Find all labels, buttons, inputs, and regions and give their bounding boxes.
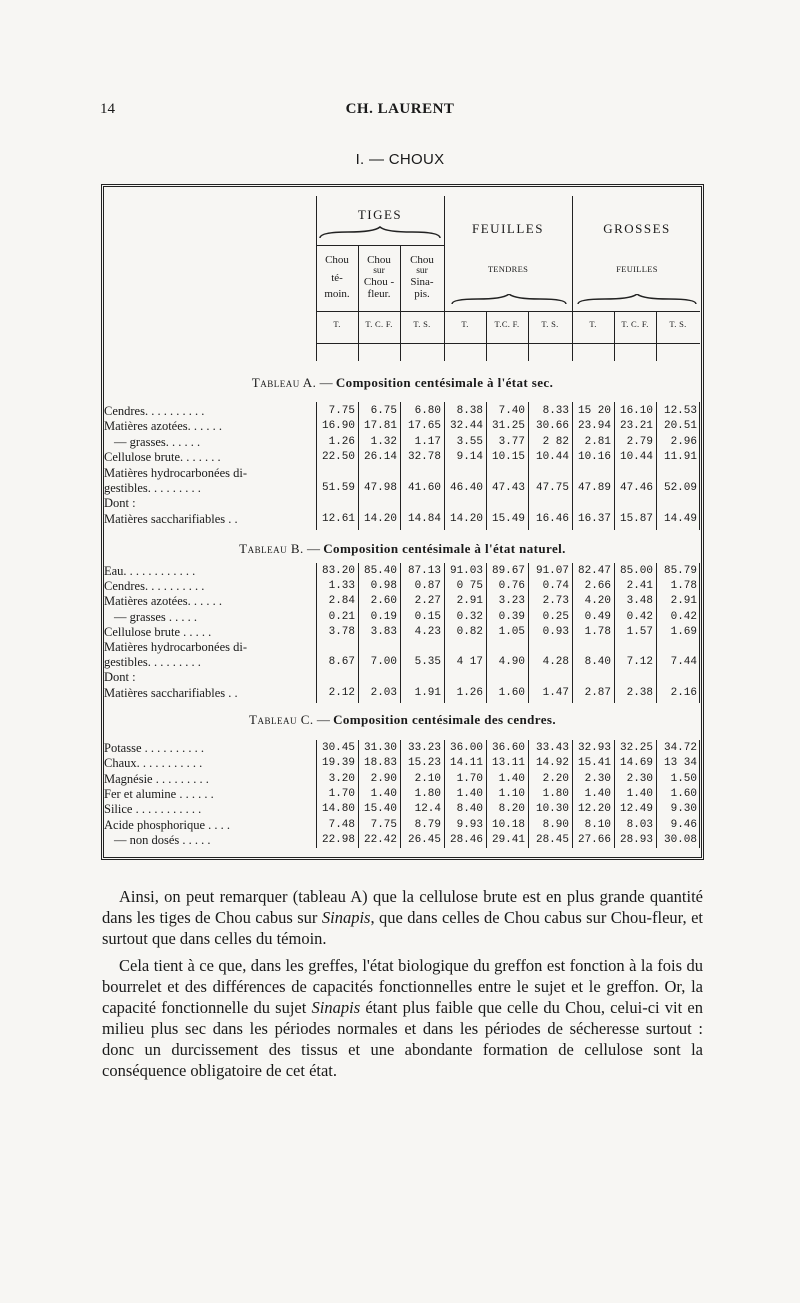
table-cell: 1.26 [328, 435, 355, 448]
table-cell: 7.00 [370, 656, 397, 669]
row-label: Cendres. . . . . . . . . . [104, 579, 205, 594]
brace-tiges [318, 226, 442, 240]
table-cell: 0.49 [584, 610, 611, 623]
col-divider [486, 563, 487, 703]
paragraph-2: Cela tient à ce que, dans les greffes, l'état biologique du greffon est fonction à la fois du bourrelet et des différences de capacités fonctionnelles entre le sujet et le greffon. Or, la capacité fonctionnelle du sujet Sinapis étant plus faible que celle du Chou, celui-ci vit en milieu plus sec dans les périodes normales et dans les périodes de sécheresse surtout : donc un durcissement des tissus et une abondante formation de cellulose sont la conséquence obligatoire de cet état. [102, 956, 703, 1080]
table-cell: 1.40 [584, 787, 611, 800]
row-label: Cellulose brute . . . . . [104, 624, 212, 639]
table-cell: 1.17 [414, 435, 441, 448]
table-cell: 4.90 [498, 656, 525, 669]
col-divider [358, 245, 359, 361]
table-cell: 14.20 [449, 512, 483, 525]
col-divider [572, 563, 573, 703]
table-cell: 0.15 [414, 610, 441, 623]
table-cell: 1.32 [370, 435, 397, 448]
table-cell: 15.49 [491, 512, 525, 525]
table-cell: 82.47 [577, 565, 611, 577]
table-cell: 26.45 [407, 833, 441, 846]
header-chou-temoin: Chou té- moin. [324, 254, 350, 301]
table-cell: 30.08 [663, 833, 697, 846]
table-cell: 3.77 [498, 435, 525, 448]
code-0: T. [333, 319, 341, 329]
table-cell: 7.75 [328, 405, 355, 417]
table-cell: 1.70 [328, 787, 355, 800]
table-cell: 2.84 [328, 595, 355, 608]
table-cell: 28.45 [535, 833, 569, 846]
table-cell: 52.09 [663, 482, 697, 494]
col-divider [486, 311, 487, 361]
table-cell: 14.84 [407, 512, 441, 525]
table-cell: 16.90 [321, 420, 355, 433]
row-label: Eau. . . . . . . . . . . . [104, 564, 196, 578]
table-cell: 51.59 [321, 482, 355, 494]
col-divider [572, 196, 573, 361]
table-cell: 7.75 [370, 818, 397, 831]
col-divider [614, 740, 615, 848]
row-label: Chaux. . . . . . . . . . . [104, 756, 203, 771]
table-cell: 9.46 [670, 818, 697, 831]
header-tendres: TENDRES [487, 264, 529, 274]
row-label: Fer et alumine . . . . . . [104, 786, 214, 801]
table-cell: 3.78 [328, 625, 355, 638]
col-divider [656, 563, 657, 703]
col-divider [614, 311, 615, 361]
table-cell: 8.79 [414, 818, 441, 831]
table-cell: 2.66 [584, 580, 611, 593]
table-cell: 2.81 [584, 435, 611, 448]
table-cell: 2.10 [414, 772, 441, 785]
row-label: Matières hydrocarbonées di- [104, 465, 247, 480]
table-cell: 13 34 [663, 757, 697, 770]
table-cell: 8.03 [626, 818, 653, 831]
col-divider [614, 402, 615, 530]
table-cell: 12.53 [663, 405, 697, 417]
row-label: Cellulose brute. . . . . . . [104, 450, 221, 465]
header-rule [316, 245, 444, 246]
table-cell: 2.96 [670, 435, 697, 448]
code-5: T. S. [541, 319, 559, 329]
row-label: Matières saccharifiables . . [104, 685, 238, 700]
table-cell: 32.44 [449, 420, 483, 433]
table-cell: 7.48 [328, 818, 355, 831]
table-cell: 1.40 [626, 787, 653, 800]
table-cell: 20.51 [663, 420, 697, 433]
header-tiges: TIGES [357, 207, 403, 222]
row-label: — grasses. . . . . . [114, 434, 201, 449]
table-cell: 2.38 [626, 686, 653, 699]
table-cell: 26.14 [363, 451, 397, 464]
col-divider [656, 740, 657, 848]
table-cell: 34.72 [663, 742, 697, 754]
tableau-a-title: Tableau A. — Composition centésimale à l'état sec. [251, 375, 554, 390]
table-cell: 2.79 [626, 435, 653, 448]
table-cell: 1.47 [542, 686, 569, 699]
table-cell: 15.40 [363, 803, 397, 816]
header-feuilles: FEUILLES [472, 221, 544, 236]
col-divider [400, 402, 401, 530]
table-cell: 33.43 [535, 742, 569, 754]
table-cell: 1.80 [542, 787, 569, 800]
table-cell: 28.46 [449, 833, 483, 846]
header-rule [316, 343, 700, 344]
table-cell: 17.65 [407, 420, 441, 433]
table-cell: 30.45 [321, 742, 355, 754]
table-cell: 1.57 [626, 625, 653, 638]
table-cell: 3.83 [370, 625, 397, 638]
table-cell: 3.23 [498, 595, 525, 608]
table-cell: 1.60 [498, 686, 525, 699]
table-cell: 7.12 [626, 656, 653, 669]
row-label: — non dosés . . . . . [114, 832, 211, 847]
paragraph-1: Ainsi, on peut remarquer (tableau A) que la cellulose brute est en plus grande quantité dans les tiges de Chou cabus sur Sinapis, que dans celles de Chou cabus sur Chou-fleur, et surtout que dans celles du témoin. [102, 887, 703, 948]
table-cell: 14.80 [321, 803, 355, 816]
col-divider [316, 740, 317, 848]
table-cell: 0.87 [414, 580, 441, 593]
col-divider [528, 402, 529, 530]
table-cell: 15.41 [577, 757, 611, 770]
table-cell: 5.35 [414, 656, 441, 669]
table-cell: 0.76 [498, 580, 525, 593]
table-cell: 32.78 [407, 451, 441, 464]
table-cell: 3.55 [456, 435, 483, 448]
table-cell: 0.82 [456, 625, 483, 638]
row-label: gestibles. . . . . . . . . [104, 655, 201, 670]
col-divider [528, 311, 529, 361]
table-cell: 1.40 [456, 787, 483, 800]
table-cell: 3.48 [626, 595, 653, 608]
table-cell: 2 82 [542, 435, 569, 448]
table-cell: 8.10 [584, 818, 611, 831]
col-divider [444, 563, 445, 703]
table-cell: 1.40 [498, 772, 525, 785]
row-label: Matières azotées. . . . . . [104, 594, 223, 609]
col-divider [572, 402, 573, 530]
table-cell: 83.20 [321, 565, 355, 577]
row-label: Potasse . . . . . . . . . . [104, 741, 204, 755]
col-divider [316, 402, 317, 530]
table-cell: 3.20 [328, 772, 355, 785]
table-cell: 12.49 [619, 803, 653, 816]
table-cell: 85.79 [663, 565, 697, 577]
col-divider [699, 563, 700, 703]
table-cell: 85.40 [363, 565, 397, 577]
code-3: T. [461, 319, 469, 329]
table-cell: 15.23 [407, 757, 441, 770]
page-number: 14 [100, 101, 115, 117]
row-label: Dont : [104, 670, 136, 685]
table-cell: 14.20 [363, 512, 397, 525]
col-divider [444, 196, 445, 361]
code-7: T. C. F. [621, 319, 649, 329]
table-cell: 1.60 [670, 787, 697, 800]
code-6: T. [589, 319, 597, 329]
table-cell: 91.07 [535, 565, 569, 577]
table-cell: 2.27 [414, 595, 441, 608]
table-cell: 8.67 [328, 656, 355, 669]
table-cell: 33.23 [407, 742, 441, 754]
row-label: — grasses . . . . . [114, 609, 197, 624]
col-divider [444, 740, 445, 848]
col-divider [572, 740, 573, 848]
table-cell: 0.42 [670, 610, 697, 623]
table-cell: 47.43 [491, 482, 525, 494]
table-cell: 0.42 [626, 610, 653, 623]
table-cell: 17.81 [363, 420, 397, 433]
table-cell: 0.21 [328, 610, 355, 623]
table-cell: 47.46 [619, 482, 653, 494]
table-cell: 8.33 [542, 405, 569, 417]
table-cell: 36.00 [449, 742, 483, 754]
table-cell: 8.38 [456, 405, 483, 417]
brace-tendres [450, 294, 568, 306]
table-cell: 9.30 [670, 803, 697, 816]
running-header: CH. LAURENT [345, 101, 455, 117]
table-cell: 1.10 [498, 787, 525, 800]
table-cell: 47.75 [535, 482, 569, 494]
table-cell: 10.15 [491, 451, 525, 464]
header-grosses: GROSSES [603, 221, 671, 236]
table-cell: 2.90 [370, 772, 397, 785]
col-divider [400, 740, 401, 848]
table-cell: 1.26 [456, 686, 483, 699]
table-cell: 1.50 [670, 772, 697, 785]
table-cell: 12.4 [414, 803, 441, 816]
col-divider [358, 740, 359, 848]
table-cell: 14.92 [535, 757, 569, 770]
col-divider [316, 196, 317, 361]
table-cell: 9.93 [456, 818, 483, 831]
table-cell: 18.83 [363, 757, 397, 770]
tableau-c-title: Tableau C. — Composition centésimale des cendres. [249, 712, 556, 727]
table-cell: 22.98 [321, 833, 355, 846]
table-cell: 31.25 [491, 420, 525, 433]
table-cell: 36.60 [491, 742, 525, 754]
col-divider [528, 740, 529, 848]
table-cell: 1.80 [414, 787, 441, 800]
col-divider [528, 563, 529, 703]
table-cell: 1.70 [456, 772, 483, 785]
col-divider [614, 563, 615, 703]
table-cell: 47.98 [363, 482, 397, 494]
row-label: Matières hydrocarbonées di- [104, 640, 247, 654]
table-cell: 13.11 [491, 757, 525, 770]
table-cell: 27.66 [577, 833, 611, 846]
table-cell: 0 75 [456, 580, 483, 593]
table-cell: 31.30 [363, 742, 397, 754]
table-cell: 89.67 [491, 565, 525, 577]
table-cell: 0.93 [542, 625, 569, 638]
table-cell: 19.39 [321, 757, 355, 770]
table-cell: 1.91 [414, 686, 441, 699]
table-cell: 10.18 [491, 818, 525, 831]
table-cell: 10.44 [535, 451, 569, 464]
table-cell: 1.78 [584, 625, 611, 638]
table-cell: 32.25 [619, 742, 653, 754]
table-cell: 12.61 [321, 512, 355, 525]
table-cell: 28.93 [619, 833, 653, 846]
table-cell: 14.49 [663, 512, 697, 525]
table-cell: 2.60 [370, 595, 397, 608]
table-cell: 85.00 [619, 565, 653, 577]
table-cell: 10.16 [577, 451, 611, 464]
table-cell: 4.20 [584, 595, 611, 608]
table-cell: 1.69 [670, 625, 697, 638]
row-label: Silice . . . . . . . . . . . [104, 802, 202, 817]
table-cell: 10.44 [619, 451, 653, 464]
col-divider [444, 402, 445, 530]
table-cell: 1.40 [370, 787, 397, 800]
table-cell: 47.89 [577, 482, 611, 494]
row-label: gestibles. . . . . . . . . [104, 481, 201, 495]
table-cell: 14.69 [619, 757, 653, 770]
row-label: Magnésie . . . . . . . . . [104, 771, 209, 786]
table-cell: 1.05 [498, 625, 525, 638]
code-4: T.C. F. [494, 319, 520, 329]
table-cell: 2.30 [584, 772, 611, 785]
table-cell: 2.12 [328, 686, 355, 699]
table-cell: 0.25 [542, 610, 569, 623]
table-cell: 6.75 [370, 405, 397, 417]
table-cell: 6.80 [414, 405, 441, 417]
header-chou-sinapis: Chou sur Sina- pis. [410, 254, 434, 301]
col-divider [400, 563, 401, 703]
col-divider [486, 402, 487, 530]
table-cell: 2.87 [584, 686, 611, 699]
table-cell: 29.41 [491, 833, 525, 846]
col-divider [400, 245, 401, 361]
table-cell: 2.91 [456, 595, 483, 608]
table-cell: 2.20 [542, 772, 569, 785]
code-2: T. S. [413, 319, 431, 329]
header-feuilles-sub: FEUILLES [616, 264, 658, 274]
table-cell: 2.91 [670, 595, 697, 608]
table-cell: 2.73 [542, 595, 569, 608]
table-cell: 15.87 [619, 512, 653, 525]
table-cell: 32.93 [577, 742, 611, 754]
table-cell: 0.39 [498, 610, 525, 623]
table-cell: 0.98 [370, 580, 397, 593]
row-label: Matières saccharifiables . . [104, 511, 238, 526]
row-label: Matières azotées. . . . . . [104, 419, 223, 434]
table-cell: 0.19 [370, 610, 397, 623]
code-1: T. C. F. [365, 319, 393, 329]
table-cell: 9.14 [456, 451, 483, 464]
col-divider [699, 402, 700, 530]
table-cell: 22.50 [321, 451, 355, 464]
col-divider [656, 311, 657, 361]
table-cell: 1.33 [328, 580, 355, 593]
table-cell: 91.03 [449, 565, 483, 577]
table-cell: 1.78 [670, 580, 697, 593]
table-cell: 2.41 [626, 580, 653, 593]
table-cell: 41.60 [407, 482, 441, 494]
table-cell: 2.16 [670, 686, 697, 699]
table-cell: 23.94 [577, 420, 611, 433]
table-cell: 30.66 [535, 420, 569, 433]
header-chou-chou-fleur: Chou sur Chou - fleur. [363, 254, 395, 301]
table-cell: 4 17 [456, 656, 483, 669]
row-label: Dont : [104, 496, 136, 511]
col-divider [316, 563, 317, 703]
table-cell: 0.32 [456, 610, 483, 623]
table-cell: 8.20 [498, 803, 525, 816]
table-cell: 23.21 [619, 420, 653, 433]
table-cell: 4.28 [542, 656, 569, 669]
col-divider [486, 740, 487, 848]
table-cell: 0.74 [542, 580, 569, 593]
table-cell: 8.40 [584, 656, 611, 669]
row-label: Cendres. . . . . . . . . . [104, 404, 205, 418]
table-cell: 22.42 [363, 833, 397, 846]
code-8: T. S. [669, 319, 687, 329]
table-cell: 16.46 [535, 512, 569, 525]
col-divider [699, 740, 700, 848]
brace-grosses [576, 294, 698, 306]
table-cell: 11.91 [663, 451, 697, 464]
table-cell: 4.23 [414, 625, 441, 638]
table-cell: 46.40 [449, 482, 483, 494]
table-cell: 14.11 [449, 757, 483, 770]
table-cell: 87.13 [407, 565, 441, 577]
header-rule [316, 311, 700, 312]
table-cell: 2.30 [626, 772, 653, 785]
table-cell: 7.40 [498, 405, 525, 417]
table-cell: 10.30 [535, 803, 569, 816]
col-divider [358, 402, 359, 530]
row-label: Acide phosphorique . . . . [104, 817, 231, 832]
table-cell: 7.44 [670, 656, 697, 669]
table-cell: 8.90 [542, 818, 569, 831]
tableau-b-title: Tableau B. — Composition centésimale à l'état naturel. [239, 541, 566, 556]
table-cell: 16.37 [577, 512, 611, 525]
table-cell: 15 20 [577, 405, 611, 417]
body-text [102, 886, 703, 1081]
table-cell: 8.40 [456, 803, 483, 816]
table-cell: 12.20 [577, 803, 611, 816]
section-title: I. — CHOUX [355, 151, 445, 168]
col-divider [358, 563, 359, 703]
table-cell: 2.03 [370, 686, 397, 699]
table-cell: 16.10 [619, 405, 653, 417]
col-divider [656, 402, 657, 530]
